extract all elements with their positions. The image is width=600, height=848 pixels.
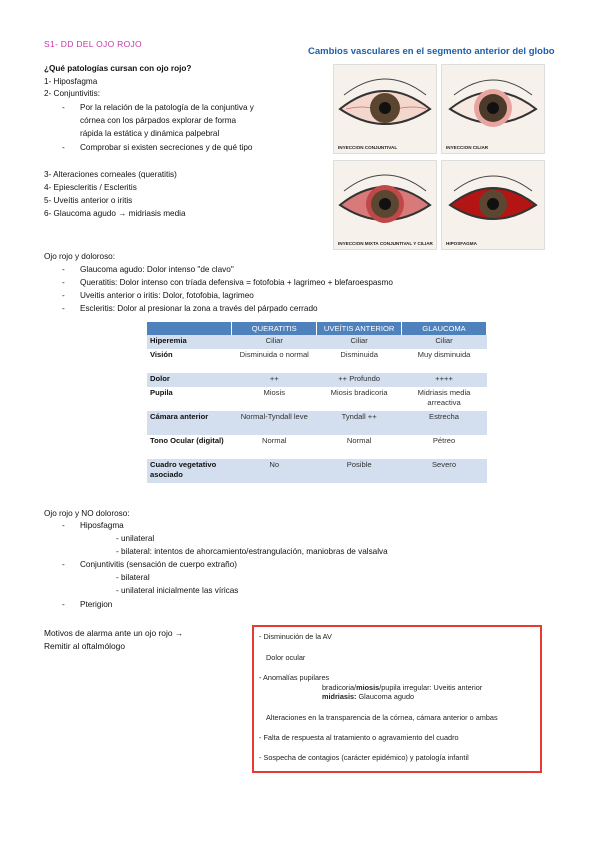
bullet-dash: - <box>62 103 65 112</box>
image-panel-title: Cambios vasculares en el segmento anterior del globo <box>308 46 555 57</box>
intro-item-2: 2- Conjuntivitis: <box>44 89 100 98</box>
table-row <box>147 373 487 387</box>
cell: Midriasis media arreactiva <box>402 387 487 411</box>
bullet-dash: - <box>62 304 65 313</box>
hiposfagma-unilateral: - unilateral <box>116 534 155 543</box>
table-header-uveitis: UVEÍTIS ANTERIOR <box>317 322 402 335</box>
cell: Muy disminuida <box>402 349 487 373</box>
cell: Ciliar <box>232 335 317 349</box>
table-header-glaucoma: GLAUCOMA <box>402 322 487 335</box>
nonpainful-hiposfagma: Hiposfagma <box>80 521 124 530</box>
bullet-dash: - <box>62 265 65 274</box>
cell: Normal <box>232 435 317 459</box>
bullet-dash: - <box>62 600 65 609</box>
table-row <box>147 435 487 459</box>
cell: ++ <box>232 373 317 387</box>
cell: No <box>232 459 317 483</box>
caption-hyposphagma: HIPOSFAGMA <box>446 241 477 246</box>
cell: Miosis bradicoria <box>317 387 402 411</box>
nonpainful-conjuntivitis: Conjuntivitis (sensación de cuerpo extraño) <box>80 560 238 569</box>
cell: Miosis <box>232 387 317 411</box>
alarm-pupil-post: /pupila irregular: Uveitis anterior <box>379 683 483 692</box>
intro-item-4: 4- Epiescleritis / Escleritis <box>44 183 137 192</box>
cell: Disminuida <box>317 349 402 373</box>
eye-image-ciliary <box>441 64 545 154</box>
table-row <box>147 387 487 411</box>
row-label: Dolor <box>147 373 232 387</box>
alarm-item: - Falta de respuesta al tratamiento o agravamiento del cuadro <box>259 733 459 742</box>
painful-item: Uveitis anterior o iritis: Dolor, fotofobia, lagrimeo <box>80 291 254 300</box>
painful-heading: Ojo rojo y doloroso: <box>44 252 115 261</box>
alarm-midriasis: midriasis: <box>322 692 357 701</box>
row-label: Tono Ocular (digital) <box>147 435 232 459</box>
table-row <box>147 335 487 349</box>
caption-ciliary: INYECCION CILIAR <box>446 145 489 150</box>
alarm-box <box>252 625 542 773</box>
row-label: Pupila <box>147 387 232 411</box>
alarm-item: - Sospecha de contagios (carácter epidémico) y patología infantil <box>259 753 469 762</box>
bullet-dash: - <box>62 143 65 152</box>
alarm-miosis: miosis <box>356 683 380 692</box>
cell: Normal-Tyndall leve <box>232 411 317 435</box>
cell: Normal <box>317 435 402 459</box>
cell: Ciliar <box>402 335 487 349</box>
nonpainful-heading: Ojo rojo y NO doloroso: <box>44 509 130 518</box>
alarm-pupil-pre: bradicoria/ <box>322 683 357 692</box>
alarm-label-line1: Motivos de alarma ante un ojo rojo → <box>44 628 184 638</box>
bullet-dash: - <box>62 278 65 287</box>
cell: Disminuida o normal <box>232 349 317 373</box>
nonpainful-pterigion: Pterigion <box>80 600 113 609</box>
alarm-midriasis-post: Glaucoma agudo <box>356 692 415 701</box>
table-row <box>147 349 487 373</box>
cell: Pétreo <box>402 435 487 459</box>
bullet-dash: - <box>62 521 65 530</box>
painful-item: Escleritis: Dolor al presionar la zona a través del párpado cerrado <box>80 304 318 313</box>
cell: Ciliar <box>317 335 402 349</box>
page-title: S1- DD DEL OJO ROJO <box>44 39 142 49</box>
table-row <box>147 411 487 435</box>
row-label: Cuadro vegetativo asociado <box>147 459 232 483</box>
table-header-empty <box>147 322 232 335</box>
bullet-dash: - <box>62 291 65 300</box>
comparison-table <box>147 322 487 483</box>
eye-image-hyposphagma <box>441 160 545 250</box>
intro-item-1: 1- Hiposfagma <box>44 77 98 86</box>
bullet-dash: - <box>62 560 65 569</box>
cell: ++ Profundo <box>317 373 402 387</box>
sub-item-1-line2: córnea con los párpados explorar de forma <box>80 116 237 125</box>
alarm-item: Alteraciones en la transparencia de la córnea, cámara anterior o ambas <box>266 713 498 722</box>
row-label: Visión <box>147 349 232 373</box>
eye-image-mixed <box>333 160 437 250</box>
cell: Estrecha <box>402 411 487 435</box>
table-row <box>147 459 487 483</box>
cell: Tyndall ++ <box>317 411 402 435</box>
cell: Severo <box>402 459 487 483</box>
alarm-item: - Anomalías pupilares <box>259 673 330 682</box>
alarm-pupil-line <box>322 683 482 692</box>
alarm-item: - Disminución de la AV <box>259 632 332 641</box>
table-header-queratitis: QUERATITIS <box>232 322 317 335</box>
sub-item-1-line3: rápida la estática y dinámica palpebral <box>80 129 220 138</box>
caption-conjunctival: INYECCION CONJUNTIVAL <box>338 145 398 150</box>
alarm-midriasis-line <box>322 692 414 701</box>
cell: ++++ <box>402 373 487 387</box>
row-label: Hiperemia <box>147 335 232 349</box>
conjuntivitis-bilateral: - bilateral <box>116 573 150 582</box>
row-label: Cámara anterior <box>147 411 232 435</box>
conjuntivitis-unilateral: - unilateral inicialmente las víricas <box>116 586 239 595</box>
intro-item-5: 5- Uveítis anterior o iritis <box>44 196 133 205</box>
eye-image-conjunctival <box>333 64 437 154</box>
sub-item-2: Comprobar si existen secreciones y de qué tipo <box>80 143 253 152</box>
hiposfagma-bilateral: - bilateral: intentos de ahorcamiento/estrangulación, maniobras de valsalva <box>116 547 388 556</box>
cell: Posible <box>317 459 402 483</box>
alarm-item: Dolor ocular <box>266 653 306 662</box>
intro-item-6: 6- Glaucoma agudo → midriasis media <box>44 209 186 218</box>
sub-item-1-line1: Por la relación de la patología de la conjuntiva y <box>80 103 254 112</box>
alarm-label-line2: Remitir al oftalmólogo <box>44 641 125 651</box>
intro-question: ¿Qué patologías cursan con ojo rojo? <box>44 64 192 73</box>
painful-item: Glaucoma agudo: Dolor intenso "de clavo" <box>80 265 234 274</box>
painful-item: Queratitis: Dolor intenso con tríada defensiva = fotofobia + lagrimeo + blefaroespasmo <box>80 278 393 287</box>
caption-mixed: INYECCION MIXTA CONJUNTIVAL Y CILIAR <box>338 241 433 246</box>
intro-item-3: 3- Alteraciones corneales (queratitis) <box>44 170 177 179</box>
